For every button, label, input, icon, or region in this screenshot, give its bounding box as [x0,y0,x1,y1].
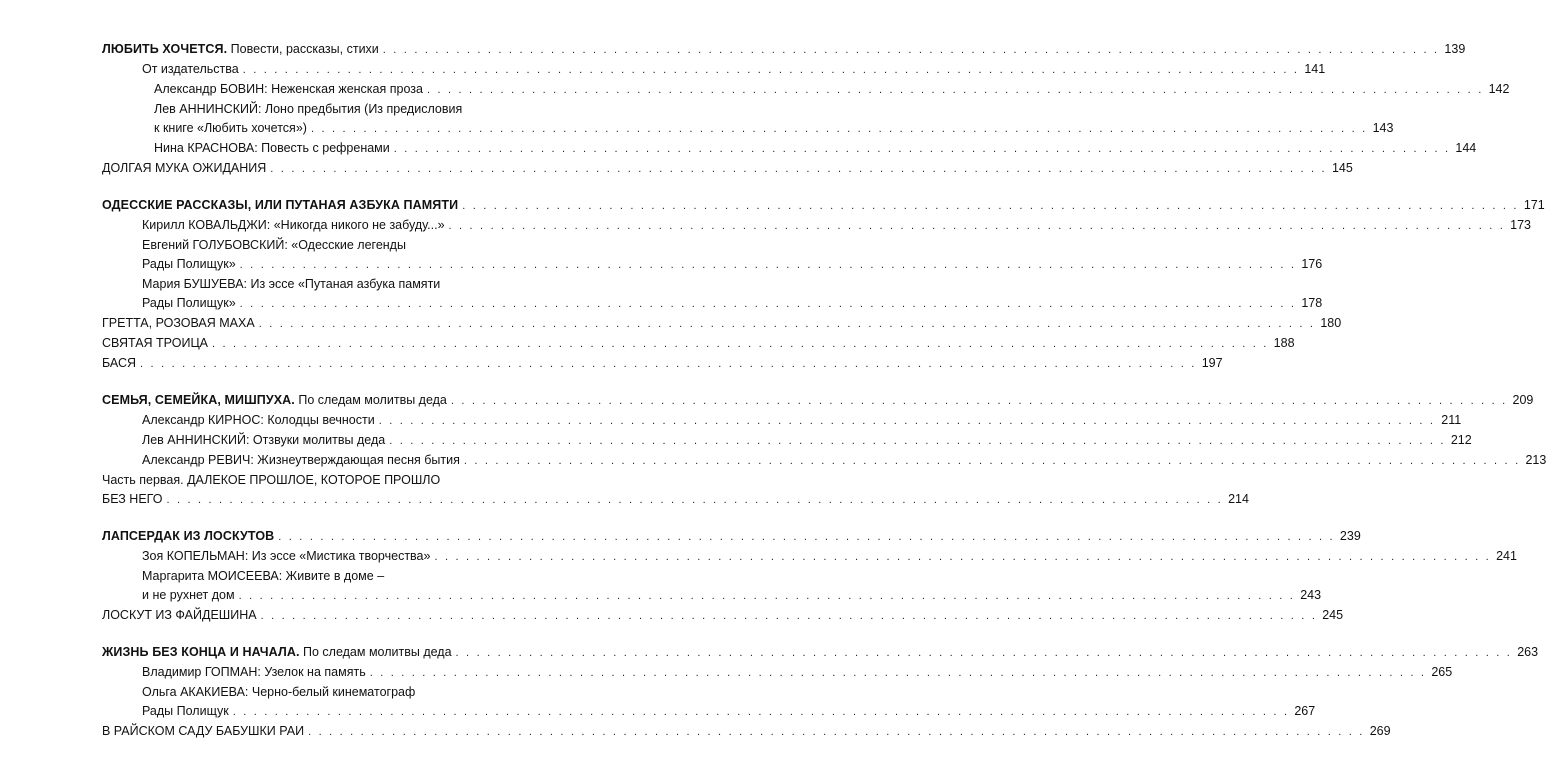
toc-entry [102,431,1472,451]
toc-entry [102,683,508,702]
page-number: 209 [1512,393,1534,407]
page-number: 269 [1369,724,1391,738]
entry-text: Александр КИРНОС: Колодцы вечности [142,413,375,427]
toc-entry [102,663,1453,683]
entry-bold-title: ЛАПСЕРДАК ИЗ ЛОСКУТОВ [102,529,275,543]
entry-title [102,40,379,59]
toc-entry [102,314,1342,334]
toc-heading-entry [102,40,1466,60]
page-number: 211 [1441,413,1462,427]
entry-text: Евгений ГОЛУБОВСКИЙ: «Одесские легенды [142,238,406,252]
toc-entry [102,411,1462,431]
page-number: 178 [1301,296,1323,310]
dot-leader [451,392,1508,411]
dot-leader [240,295,1297,314]
entry-title [142,586,235,605]
toc-entry [102,490,1249,510]
entry-title [102,391,447,410]
entry-title [102,314,255,333]
entry-text: Повести, рассказы, стихи [227,42,379,56]
entry-text: Ольга АКАКИЕВА: Черно-белый кинематограф [142,685,416,699]
entry-title [142,277,440,291]
dot-leader [259,315,1316,334]
toc-entry [102,354,1223,374]
toc-section [102,391,1546,510]
entry-text: к книге «Любить хочется») [154,121,307,135]
dot-leader [140,355,1197,374]
entry-text: ГРЕТТА, РОЗОВАЯ МАХА [102,316,255,330]
toc-entry [102,567,508,586]
entry-title [154,119,307,138]
table-of-contents [102,40,1546,759]
dot-leader [434,548,1491,567]
entry-text: ЛОСКУТ ИЗ ФАЙДЕШИНА [102,608,257,622]
entry-title [142,431,385,450]
entry-title [102,643,452,662]
page-number: 212 [1450,433,1472,447]
entry-text: БЕЗ НЕГО [102,492,163,506]
entry-title [142,238,406,252]
toc-entry [102,334,1295,354]
toc-entry [102,80,1510,100]
entry-title [142,702,229,721]
entry-title [142,547,430,566]
entry-title [142,451,460,470]
toc-entry [102,139,1477,159]
page-number: 141 [1304,62,1326,76]
entry-title [142,663,366,682]
toc-entry [102,100,508,119]
toc-heading-entry [102,527,1361,547]
dot-leader [370,664,1427,683]
entry-title [102,606,257,625]
entry-text: ДОЛГАЯ МУКА ОЖИДАНИЯ [102,161,267,175]
entry-text: Часть первая. ДАЛЕКОЕ ПРОШЛОЕ, КОТОРОЕ ПРОШЛО [102,473,441,487]
dot-leader [243,61,1300,80]
dot-leader [212,335,1269,354]
entry-title [142,685,415,699]
toc-entry [102,294,1323,314]
entry-title [102,354,136,373]
entry-text: Нина КРАСНОВА: Повесть с рефренами [154,141,390,155]
entry-text: БАСЯ [102,356,137,370]
entry-text: Рады Полищук [142,704,229,718]
page-number: 267 [1294,704,1316,718]
toc-entry [102,255,1323,275]
page-number: 197 [1201,356,1223,370]
page-number: 142 [1488,82,1510,96]
entry-text: Лев АННИНСКИЙ: Отзвуки молитвы деда [142,433,386,447]
entry-text: Кирилл КОВАЛЬДЖИ: «Никогда никого не забуду...» [142,218,445,232]
page-number: 176 [1301,257,1323,271]
entry-text: От издательства [142,62,239,76]
toc-entry [102,606,1344,626]
toc-entry [102,236,508,255]
page-number: 241 [1496,549,1517,563]
dot-leader [427,81,1484,100]
entry-title [142,569,384,583]
toc-section [102,643,1539,742]
dot-leader [270,160,1327,179]
dot-leader [240,256,1297,275]
dot-leader [389,432,1446,451]
entry-title [154,80,423,99]
entry-title [102,722,304,741]
entry-bold-title: СЕМЬЯ, СЕМЕЙКА, МИШПУХА. [102,393,295,407]
entry-bold-title: ЖИЗНЬ БЕЗ КОНЦА И НАЧАЛА. [102,645,300,659]
page-number: 263 [1517,645,1539,659]
toc-entry [102,702,1316,722]
toc-entry [102,275,508,294]
toc-heading-entry [102,391,1534,411]
page-number: 180 [1320,316,1342,330]
entry-title [154,102,462,116]
page-number: 139 [1444,42,1466,56]
entry-title [102,196,458,215]
dot-leader [278,528,1335,547]
dot-leader [462,197,1519,216]
entry-title [142,411,375,430]
entry-text: СВЯТАЯ ТРОИЦА [102,336,209,350]
dot-leader [308,723,1365,742]
toc-heading-entry [102,643,1539,663]
entry-text: По следам молитвы деда [299,645,452,659]
page-number: 173 [1510,218,1532,232]
page-number: 265 [1431,665,1453,679]
entry-text: Рады Полищук» [142,296,236,310]
toc-section [102,196,1545,374]
toc-entry [102,451,1546,471]
dot-leader [166,491,1223,510]
page-number: 188 [1273,336,1295,350]
entry-text: Александр БОВИН: Неженская женская проза [154,82,423,96]
entry-title [142,216,445,235]
entry-title [142,294,236,313]
page-number: 213 [1525,453,1546,467]
dot-leader [311,120,1368,139]
page-number: 245 [1322,608,1344,622]
toc-entry [102,119,1394,139]
entry-title [142,60,239,79]
entry-text: и не рухнет дом [142,588,235,602]
page-number: 239 [1339,529,1361,543]
entry-text: Александр РЕВИЧ: Жизнеутверждающая песня бытия [142,453,460,467]
toc-section [102,527,1517,626]
entry-title [154,139,390,158]
page-number: 143 [1372,121,1394,135]
toc-entry [102,159,1353,179]
dot-leader [449,217,1506,236]
toc-entry [102,722,1391,742]
entry-bold-title: ЛЮБИТЬ ХОЧЕТСЯ. [102,42,228,56]
toc-entry [102,547,1517,567]
entry-text: В РАЙСКОМ САДУ БАБУШКИ РАИ [102,724,305,738]
toc-entry [102,471,508,490]
entry-title [102,490,162,509]
page-number: 144 [1455,141,1477,155]
entry-text: Зоя КОПЕЛЬМАН: Из эссе «Мистика творчества» [142,549,431,563]
dot-leader [464,452,1521,471]
entry-text: Рады Полищук» [142,257,236,271]
dot-leader [394,140,1451,159]
page-number: 145 [1331,161,1353,175]
dot-leader [239,587,1296,606]
dot-leader [261,607,1318,626]
entry-text: Владимир ГОПМАН: Узелок на память [142,665,366,679]
dot-leader [383,41,1440,60]
toc-heading-entry [102,196,1545,216]
dot-leader [379,412,1436,431]
entry-title [102,159,266,178]
toc-entry [102,60,1326,80]
dot-leader [233,703,1290,722]
dot-leader [456,644,1513,663]
toc-section [102,40,1510,179]
entry-title [102,334,208,353]
entry-text: Лев АННИНСКИЙ: Лоно предбытия (Из предисловия [154,102,463,116]
entry-text: По следам молитвы деда [294,393,447,407]
page-number: 243 [1300,588,1322,602]
entry-text: Маргарита МОИСЕЕВА: Живите в доме – [142,569,385,583]
page-number: 171 [1523,198,1545,212]
page-number: 214 [1228,492,1249,506]
toc-entry [102,216,1532,236]
entry-title [102,473,440,487]
toc-entry [102,586,1322,606]
entry-title [102,527,274,546]
entry-title [142,255,236,274]
entry-bold-title: ОДЕССКИЕ РАССКАЗЫ, ИЛИ ПУТАНАЯ АЗБУКА ПАМЯТИ [102,198,459,212]
entry-text: Мария БУШУЕВА: Из эссе «Путаная азбука памяти [142,277,441,291]
